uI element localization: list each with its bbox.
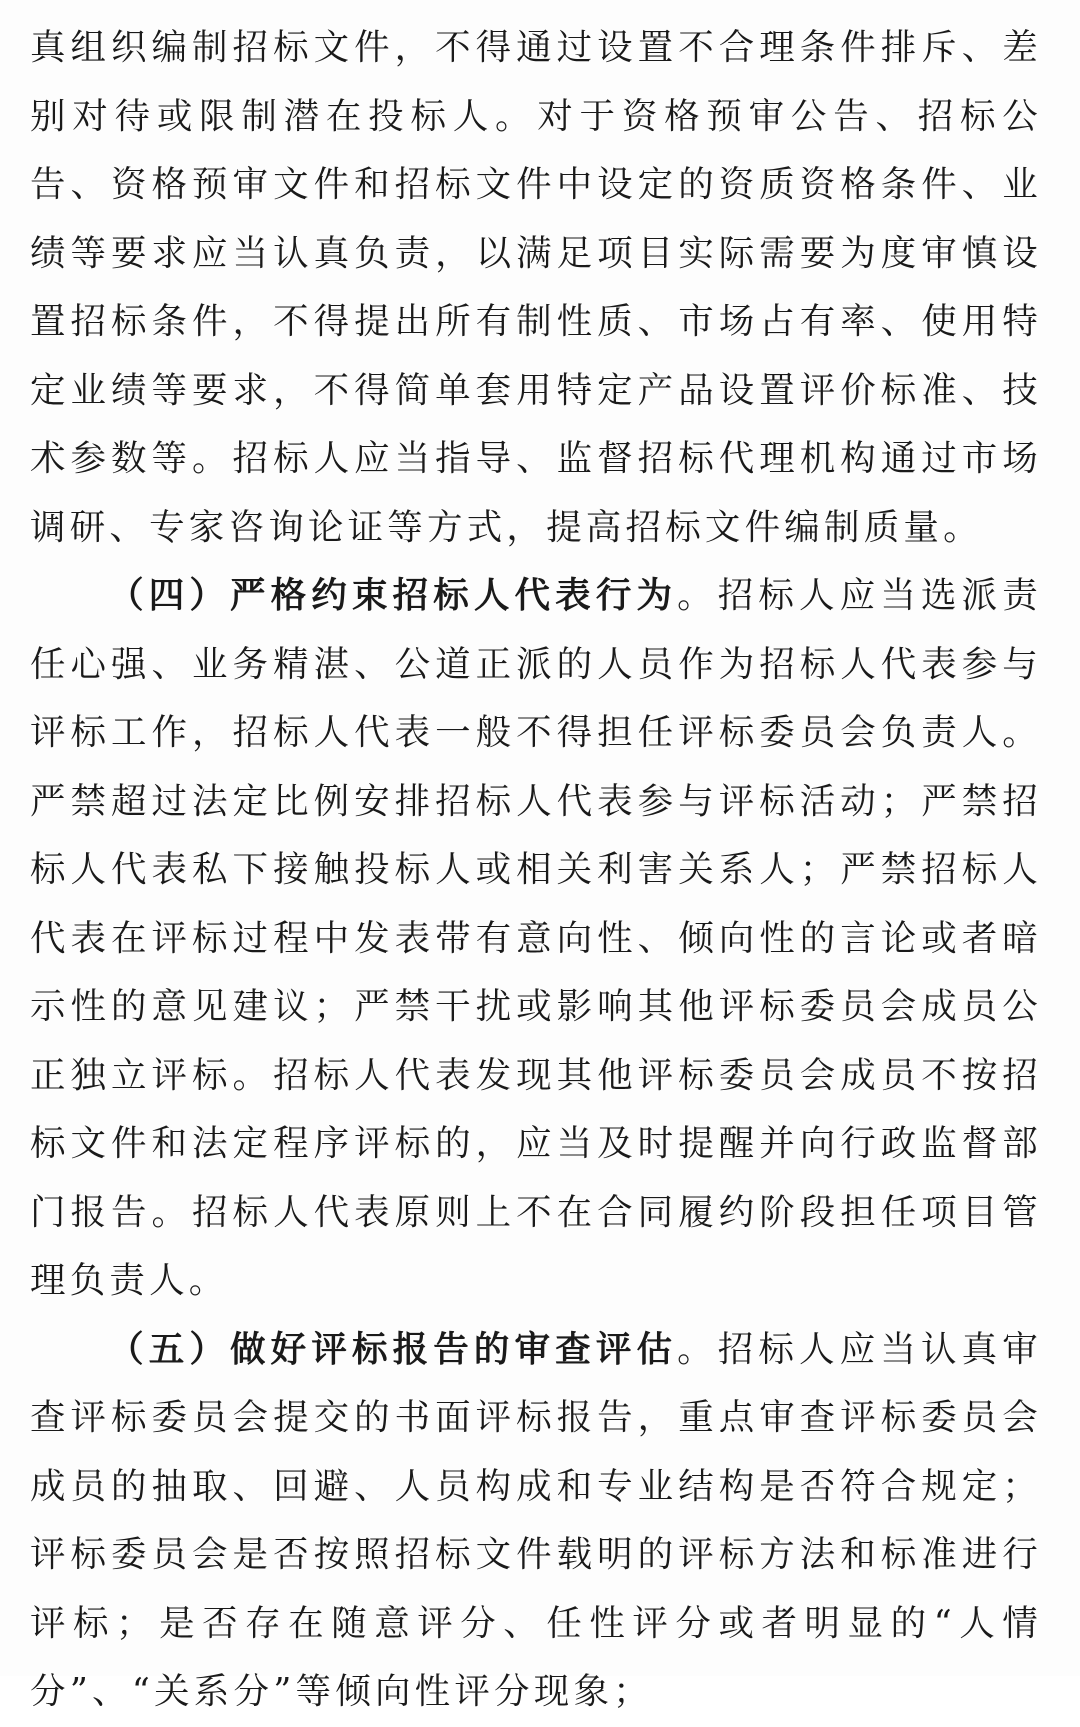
paragraph-section-4 xyxy=(30,562,1042,1316)
paragraph-section-5 xyxy=(30,1316,1042,1727)
section-4-heading: （四）严格约束招标人代表行为 xyxy=(108,575,678,616)
section-5-heading: （五）做好评标报告的审查评估 xyxy=(108,1328,678,1370)
section-5-text: 。招标人应当认真审查评标委员会提交的书面评标报告，重点审查评标委员会成员的抽取、回避、人员构成和专业结构是否符合规定；评标委员会是否按照招标文件载明的评标方法和标准进行评标；是否存在随意评分、任性评分或者明显的“人情分”、“关系分”等倾向性评分现象； xyxy=(30,1328,1042,1712)
paragraph-continuation xyxy=(30,14,1042,562)
section-4-text: 。招标人应当选派责任心强、业务精湛、公道正派的人员作为招标人代表参与评标工作，招标人代表一般不得担任评标委员会负责人。严禁超过法定比例安排招标人代表参与评标活动；严禁招标人代表私下接触投标人或相关利害关系人；严禁招标人代表在评标过程中发表带有意向性、倾向性的言论或者暗示性的意见建议；严禁干扰或影响其他评标委员会成员公正独立评标。招标人代表发现其他评标委员会成员不按招标文件和法定程序评标的，应当及时提醒并向行政监督部门报告。招标人代表原则上不在合同履约阶段担任项目管理负责人。 xyxy=(30,575,1042,1301)
paragraph-text: 真组织编制招标文件，不得通过设置不合理条件排斥、差别对待或限制潜在投标人。对于资格预审公告、招标公告、资格预审文件和招标文件中设定的资质资格条件、业绩等要求应当认真负责，以满足项目实际需要为度审慎设置招标条件，不得提出所有制性质、市场占有率、使用特定业绩等要求，不得简单套用特定产品设置评价标准、技术参数等。招标人应当指导、监督招标代理机构通过市场调研、专家咨询论证等方式，提高招标文件编制质量。 xyxy=(30,27,1042,548)
